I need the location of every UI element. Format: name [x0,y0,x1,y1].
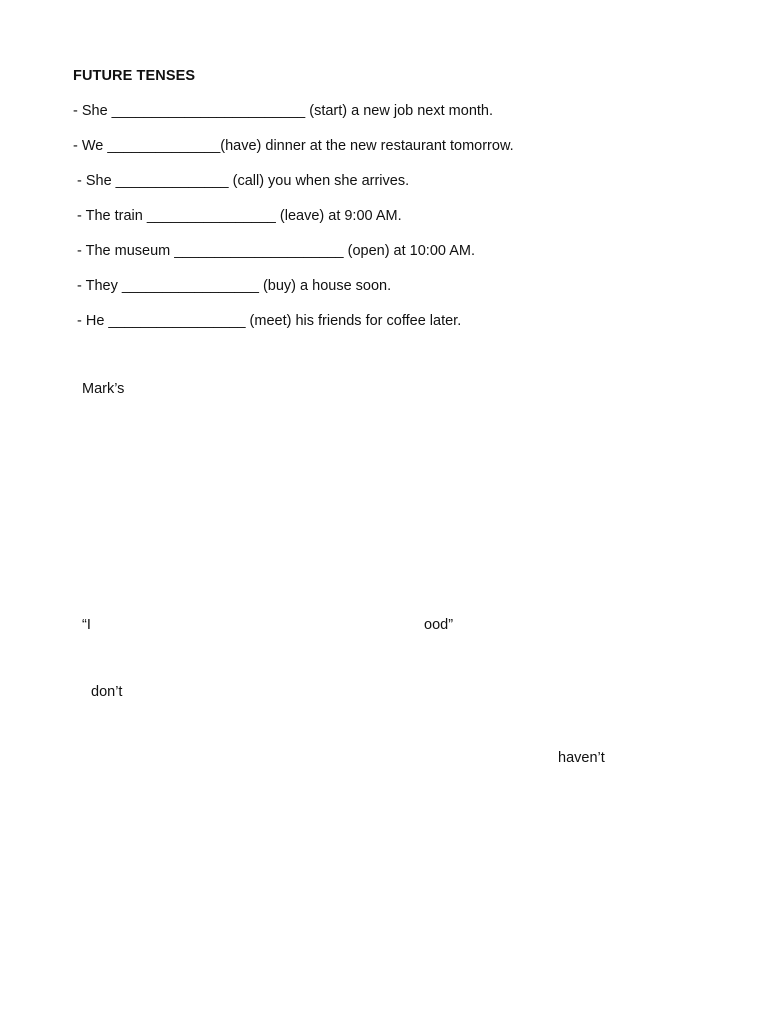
worksheet-title: FUTURE TENSES [73,68,196,84]
exercise-item-1: - She ________________________ (start) a new job next month. [73,103,494,119]
fragment-quote-open: “I [82,617,91,633]
fragment-dont: don’t [91,684,123,700]
exercise-item-7: - He _________________ (meet) his friends for coffee later. [77,313,462,329]
exercise-item-2: - We ______________(have) dinner at the new restaurant tomorrow. [73,138,514,154]
fragment-quote-close: ood” [424,617,454,633]
fragment-marks: Mark’s [82,381,125,397]
exercise-item-3: - She ______________ (call) you when she arrives. [77,173,410,189]
fragment-havent: haven’t [558,750,605,766]
exercise-item-6: - They _________________ (buy) a house soon. [77,278,392,294]
exercise-item-4: - The train ________________ (leave) at 9:00 AM. [77,208,402,224]
exercise-item-5: - The museum _____________________ (open) at 10:00 AM. [77,243,475,259]
